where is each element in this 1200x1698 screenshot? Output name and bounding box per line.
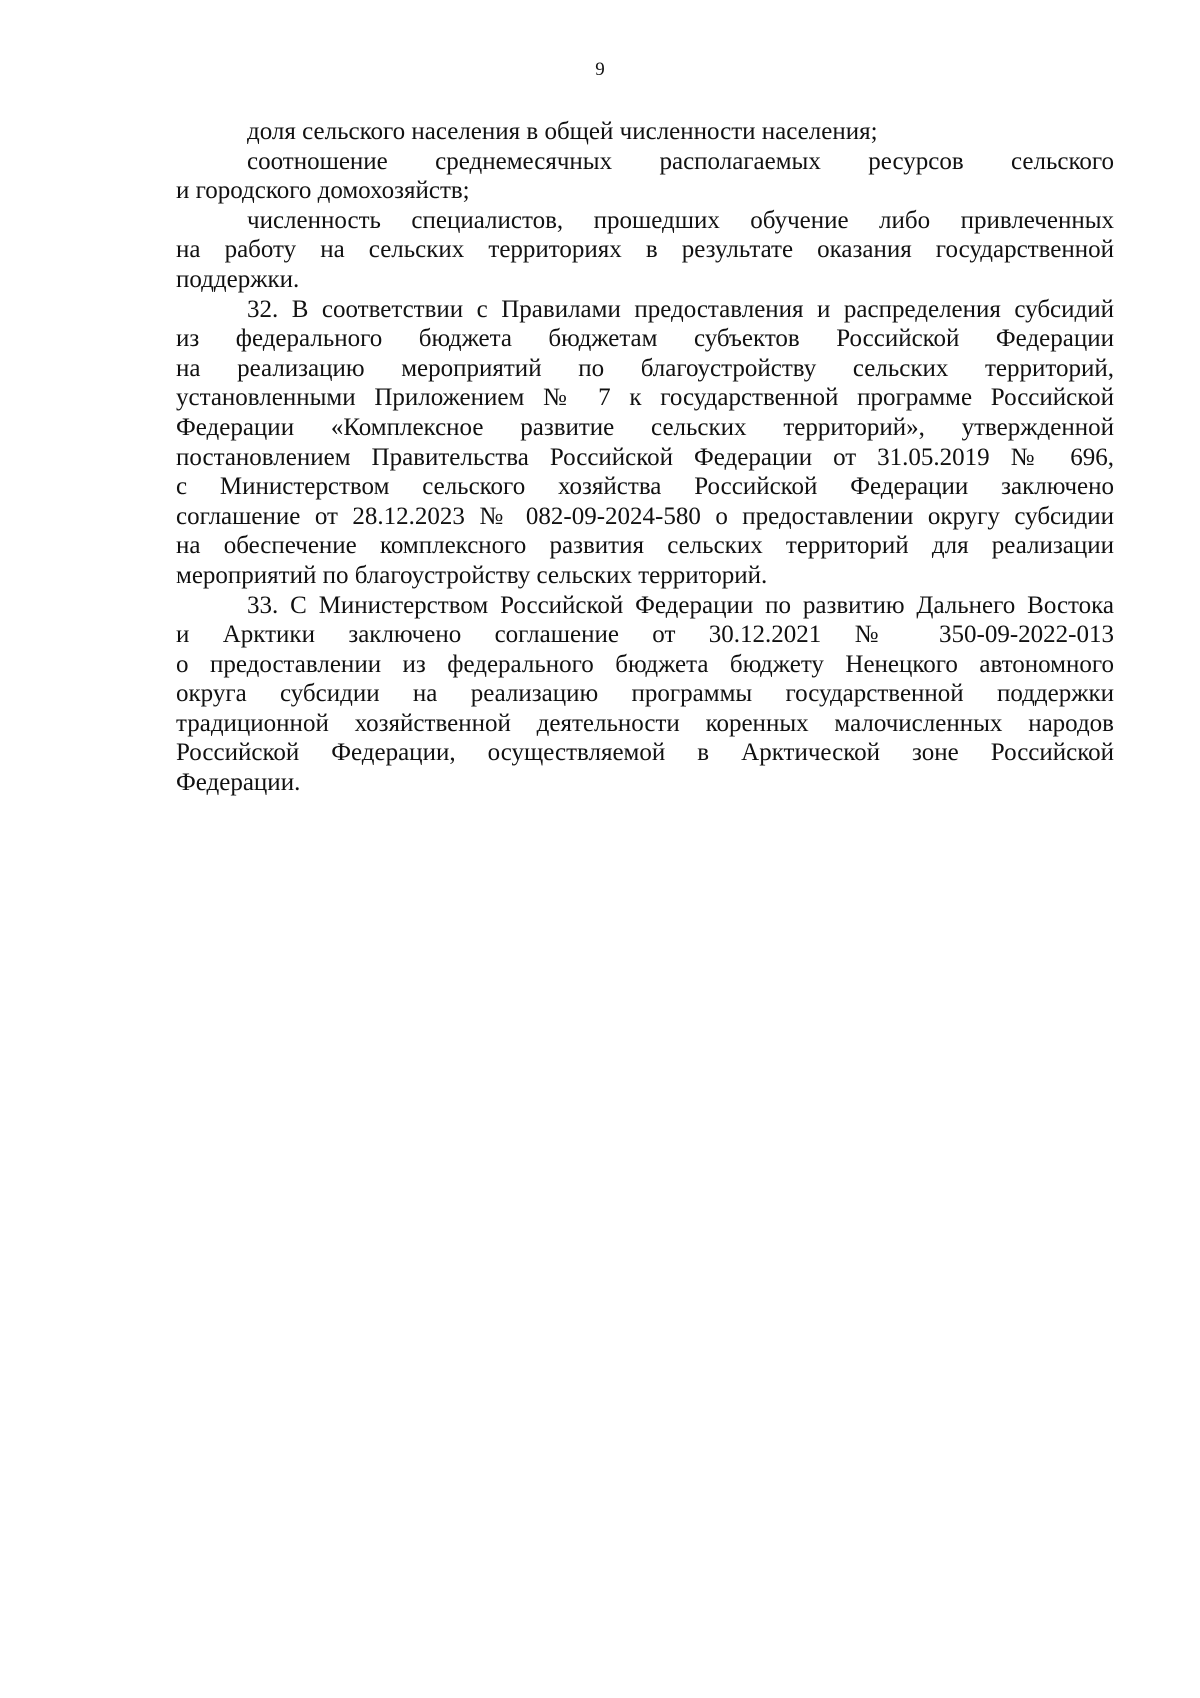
text-line: на работу на сельских территориях в результате оказания государственной (176, 236, 1114, 264)
text-line: Российской Федерации, осуществляемой в Арктической зоне Российской (176, 739, 1114, 767)
text-line: поддержки. (176, 265, 300, 293)
text-line: Федерации «Комплексное развитие сельских территорий», утвержденной (176, 413, 1114, 441)
text-line: на реализацию мероприятий по благоустройству сельских территорий, (176, 354, 1114, 382)
text-line: на обеспечение комплексного развития сельских территорий для реализации (176, 532, 1114, 560)
text-line: соотношение среднемесячных располагаемых ресурсов сельского (247, 147, 1114, 175)
text-line: 33. С Министерством Российской Федерации по развитию Дальнего Востока (247, 591, 1114, 619)
text-line: и городского домохозяйств; (176, 177, 470, 205)
text-line: и Арктики заключено соглашение от 30.12.2021 № 350-09-2022-013 (176, 621, 1114, 649)
text-line: 32. В соответствии с Правилами предоставления и распределения субсидий (247, 295, 1114, 323)
text-line: численность специалистов, прошедших обучение либо привлеченных (247, 206, 1114, 234)
text-line: соглашение от 28.12.2023 № 082-09-2024-580 о предоставлении округу субсидии (176, 502, 1114, 530)
text-line: о предоставлении из федерального бюджета бюджету Ненецкого автономного (176, 650, 1114, 678)
text-line: традиционной хозяйственной деятельности коренных малочисленных народов (176, 709, 1114, 737)
document-body (176, 117, 1114, 798)
text-line: постановлением Правительства Российской Федерации от 31.05.2019 № 696, (176, 443, 1114, 471)
text-line: с Министерством сельского хозяйства Российской Федерации заключено (176, 473, 1114, 501)
text-line: округа субсидии на реализацию программы государственной поддержки (176, 680, 1114, 708)
text-line: мероприятий по благоустройству сельских территорий. (176, 561, 768, 589)
page-number: 9 (595, 59, 605, 80)
text-line: из федерального бюджета бюджетам субъектов Российской Федерации (176, 325, 1114, 353)
text-line: Федерации. (176, 769, 301, 797)
text-line: установленными Приложением № 7 к государственной программе Российской (176, 384, 1114, 412)
text-line: доля сельского населения в общей численности населения; (247, 118, 878, 145)
